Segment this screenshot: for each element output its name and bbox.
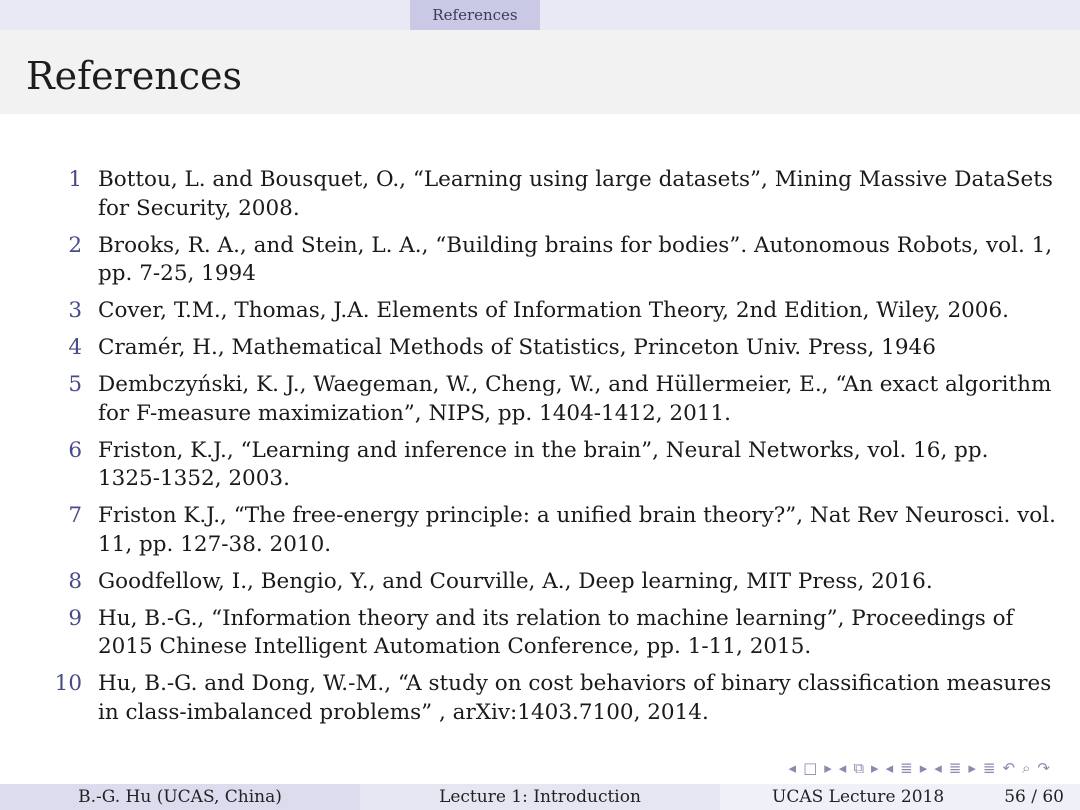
next-section-icon[interactable]: ▸ (968, 759, 976, 777)
prev-slide-icon[interactable]: ◂ (788, 759, 797, 777)
reference-item (0, 232, 1080, 289)
next-frame-icon[interactable]: ▸ (871, 759, 879, 777)
reference-number: 3 (68, 298, 82, 323)
frame-icon[interactable]: ⧉ (853, 759, 865, 777)
reference-list (0, 166, 1080, 736)
reference-text: Cover, T.M., Thomas, J.A. Elements of Information Theory, 2nd Edition, Wiley, 2006. (98, 298, 1009, 323)
top-navigation-bar (0, 0, 1080, 30)
search-icon[interactable]: ⌕ (1022, 759, 1031, 777)
reference-number: 5 (68, 372, 82, 397)
page-title: References (26, 54, 243, 98)
reference-item (0, 670, 1080, 727)
reference-text: Dembczyński, K. J., Waegeman, W., Cheng, W., and Hüllermeier, E., “An exact algorithm for F-measure maximization”, NIPS, pp. 1404-1412, 2011. (98, 372, 1052, 426)
beamer-navigation-controls (789, 757, 1050, 779)
section-icon[interactable]: ≣ (948, 759, 962, 777)
reference-number: 2 (68, 232, 82, 258)
subsection-icon[interactable]: ≣ (900, 759, 913, 777)
page-number: 56 / 60 (1004, 787, 1064, 807)
reference-number: 9 (68, 605, 82, 631)
footer-author: B.-G. Hu (UCAS, China) (0, 784, 360, 810)
reference-item (0, 297, 1080, 326)
reference-item (0, 166, 1080, 223)
reference-text: Cramér, H., Mathematical Methods of Statistics, Princeton Univ. Press, 1946 (98, 335, 936, 360)
reference-item (0, 502, 1080, 559)
reference-number: 7 (68, 503, 82, 528)
document-icon[interactable]: ≣ (982, 759, 996, 777)
prev-subsection-icon[interactable]: ◂ (885, 759, 894, 777)
slide-icon[interactable]: □ (803, 759, 818, 777)
frame-title-bar (0, 30, 1080, 114)
reference-item (0, 605, 1080, 662)
reference-item (0, 568, 1080, 597)
forward-icon[interactable]: ↷ (1037, 759, 1050, 777)
reference-text: Bottou, L. and Bousquet, O., “Learning using large datasets”, Mining Massive DataSets for Security, 2008. (98, 167, 1053, 221)
reference-item (0, 371, 1080, 428)
reference-number: 10 (54, 671, 82, 696)
reference-number: 8 (68, 568, 82, 594)
reference-number: 1 (68, 167, 82, 192)
reference-text: Brooks, R. A., and Stein, L. A., “Building brains for bodies”. Autonomous Robots, vol. 1, pp. 7-25, 1994 (98, 232, 1053, 286)
reference-number: 6 (68, 437, 82, 463)
next-subsection-icon[interactable]: ▸ (919, 759, 928, 777)
section-tab-references[interactable]: References (410, 0, 540, 30)
prev-frame-icon[interactable]: ◂ (838, 759, 847, 777)
reference-item (0, 437, 1080, 494)
reference-text: Hu, B.-G., “Information theory and its relation to machine learning”, Proceedings of 2015 Chinese Intelligent Automation Conference, pp. 1-11, 2015. (98, 605, 1014, 659)
prev-section-icon[interactable]: ◂ (934, 759, 942, 777)
reference-text: Friston K.J., “The free-energy principle: a unified brain theory?”, Nat Rev Neurosci. vol. 11, pp. 127-38. 2010. (98, 503, 1056, 557)
reference-text: Friston, K.J., “Learning and inference in the brain”, Neural Networks, vol. 16, pp. 1325-1352, 2003. (98, 437, 989, 491)
reference-item (0, 334, 1080, 363)
footer-bar (0, 784, 1080, 810)
footer-course-info (720, 784, 1080, 810)
reference-text: Goodfellow, I., Bengio, Y., and Courville, A., Deep learning, MIT Press, 2016. (98, 568, 933, 594)
next-slide-icon[interactable]: ▸ (824, 759, 832, 777)
back-icon[interactable]: ↶ (1002, 759, 1016, 777)
reference-text: Hu, B.-G. and Dong, W.-M., “A study on cost behaviors of binary classification measures in class-imbalanced problems” , arXiv:1403.7100, 2014. (98, 671, 1052, 725)
footer-lecture-title: Lecture 1: Introduction (360, 784, 720, 810)
reference-number: 4 (68, 335, 82, 360)
footer-course: UCAS Lecture 2018 (772, 787, 945, 807)
